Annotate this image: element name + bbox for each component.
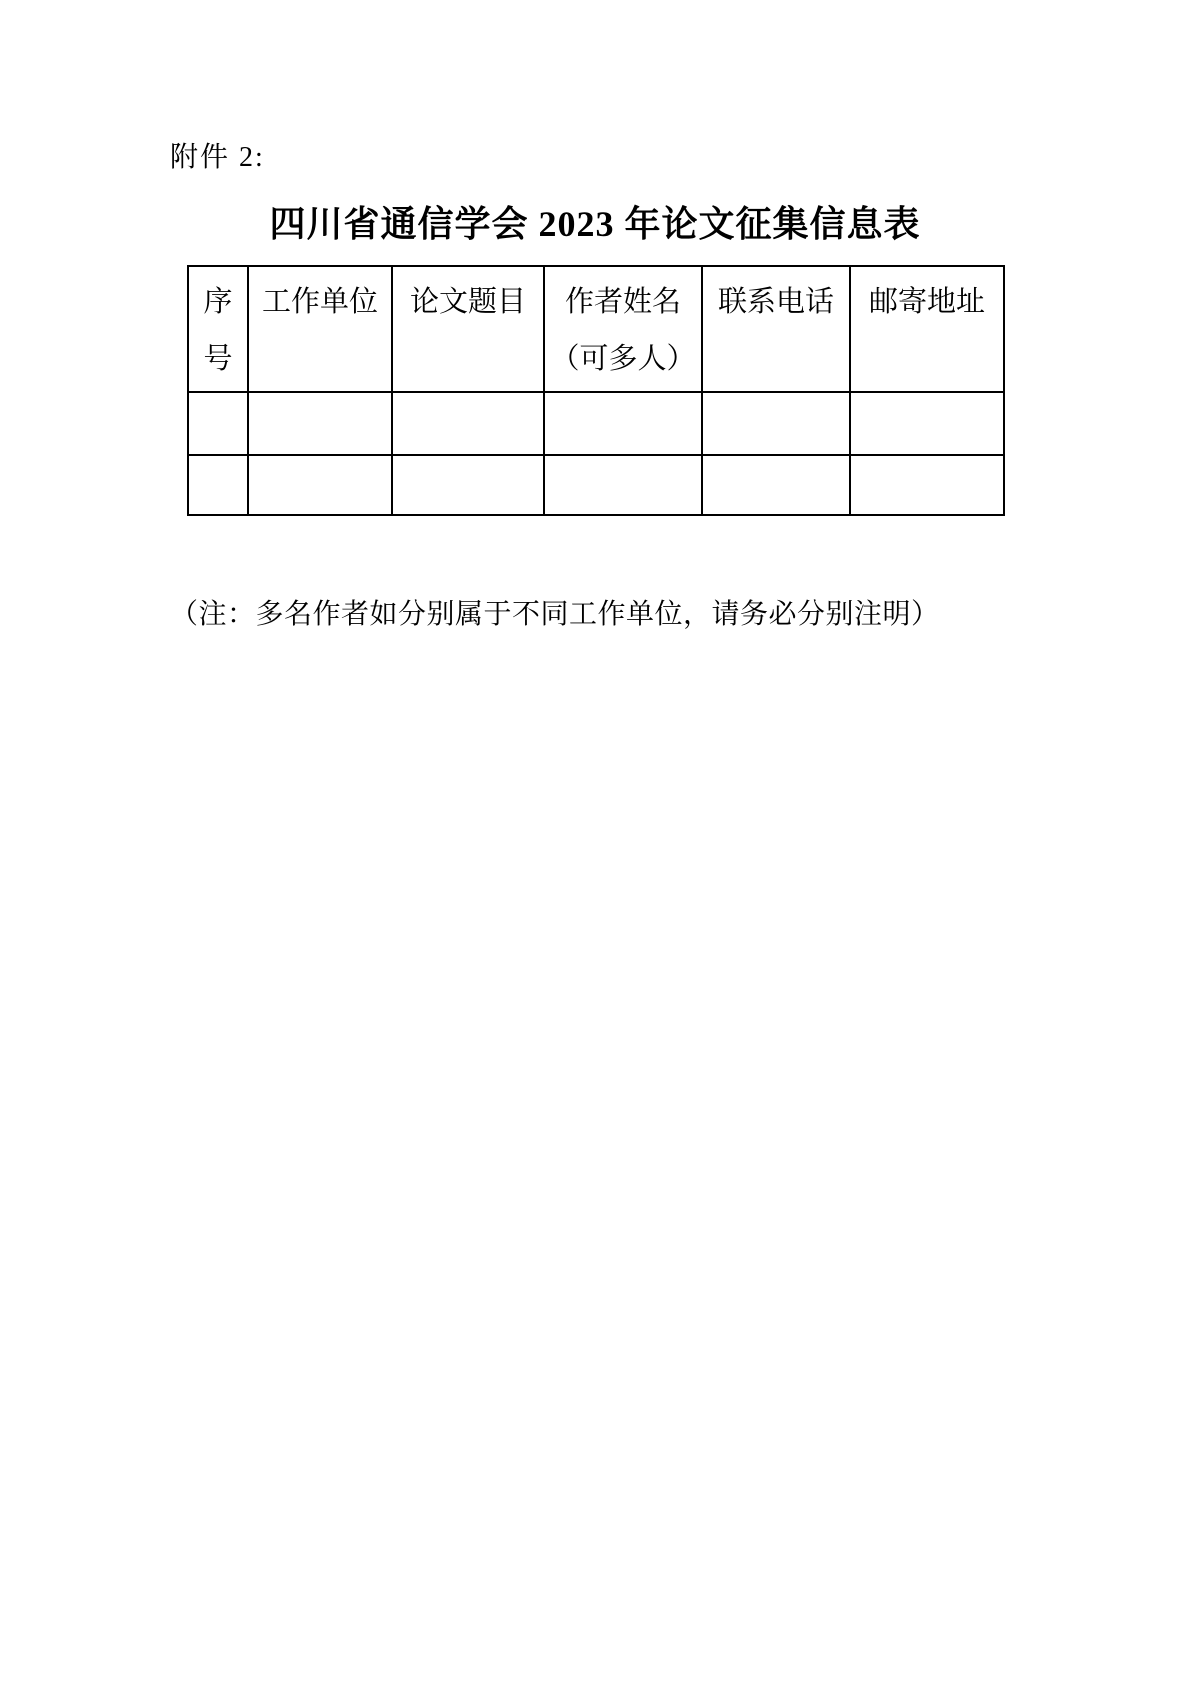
header-line: 论文题目 [409, 286, 526, 318]
header-line: 作者姓名 [564, 286, 681, 318]
header-cell-paper-title [392, 266, 544, 392]
table-cell[interactable] [248, 392, 392, 455]
table-cell[interactable] [850, 455, 1004, 515]
table-cell[interactable] [188, 455, 248, 515]
header-line: 邮寄地址 [868, 286, 985, 318]
table-row [188, 392, 1004, 455]
table-cell[interactable] [188, 392, 248, 455]
table-cell[interactable] [702, 392, 850, 455]
header-cell-author-name [544, 266, 702, 392]
header-line: 序 [203, 286, 233, 318]
paper-collection-table [187, 265, 1005, 516]
table-cell[interactable] [850, 392, 1004, 455]
table-cell[interactable] [392, 455, 544, 515]
header-cell-serial-number [188, 266, 248, 392]
attachment-label: 附件 2: [170, 142, 265, 173]
table-cell[interactable] [544, 392, 702, 455]
header-cell-work-unit [248, 266, 392, 392]
header-line: 号 [203, 343, 233, 375]
table-cell[interactable] [392, 392, 544, 455]
table-header-row [188, 266, 1004, 392]
header-cell-mailing-address [850, 266, 1004, 392]
header-line: 联系电话 [717, 286, 834, 318]
table-row [188, 455, 1004, 515]
page-title: 四川省通信学会 2023 年论文征集信息表 [269, 204, 921, 244]
header-line: 工作单位 [261, 286, 378, 318]
header-line: （可多人） [550, 343, 696, 375]
header-cell-contact-phone [702, 266, 850, 392]
note-text: （注：多名作者如分别属于不同工作单位，请务必分别注明） [170, 599, 940, 630]
table-cell[interactable] [544, 455, 702, 515]
table-cell[interactable] [702, 455, 850, 515]
table-cell[interactable] [248, 455, 392, 515]
